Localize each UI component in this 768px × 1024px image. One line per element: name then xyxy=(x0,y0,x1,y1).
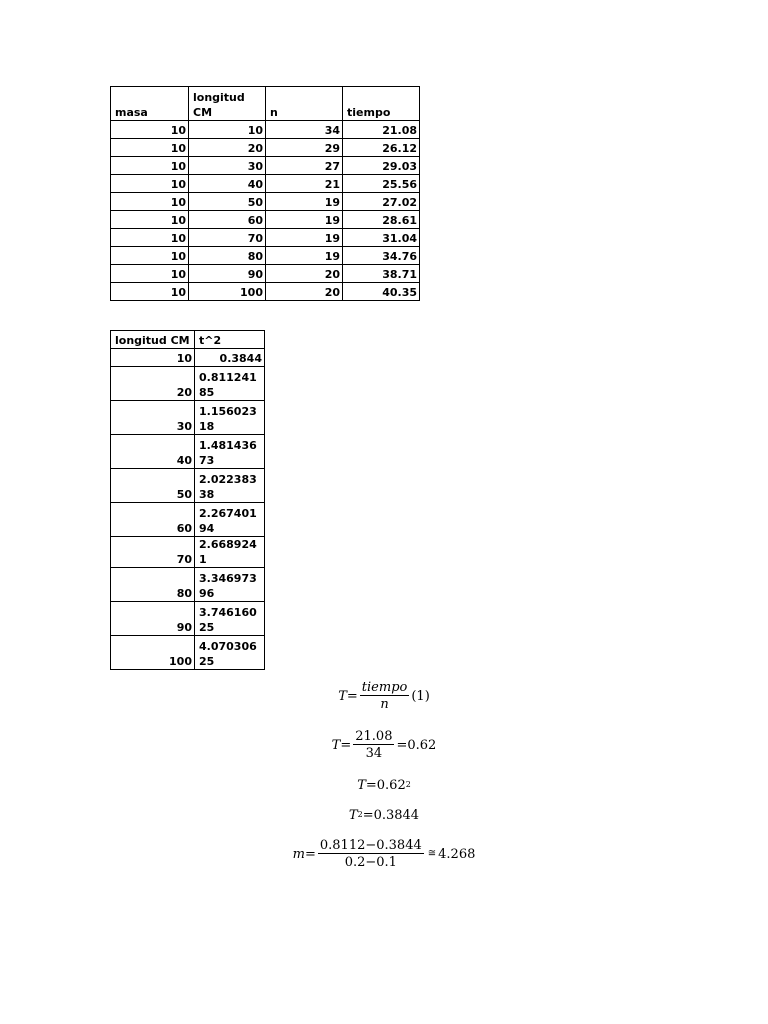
cell-longitud: 60 xyxy=(111,503,195,537)
cell-longitud: 20 xyxy=(111,367,195,401)
cell-longitud: 10 xyxy=(111,349,195,367)
table-row xyxy=(111,139,420,157)
cell-masa: 10 xyxy=(111,283,189,301)
cell-longitud: 90 xyxy=(111,602,195,636)
cell-tiempo: 40.35 xyxy=(343,283,420,301)
cell-longitud: 20 xyxy=(189,139,266,157)
cell-tiempo: 25.56 xyxy=(343,175,420,193)
header-longitud-cm: longitud CM xyxy=(111,331,195,349)
cell-n: 34 xyxy=(266,121,343,139)
cell-t2: 2.26740194 xyxy=(195,503,265,537)
cell-n: 19 xyxy=(266,211,343,229)
equation-slope xyxy=(0,832,768,876)
data-table-longitud-t2 xyxy=(110,330,265,670)
cell-n: 19 xyxy=(266,247,343,265)
eq5-approx-symbol: ≅ xyxy=(427,848,437,859)
cell-masa: 10 xyxy=(111,211,189,229)
table-row xyxy=(111,265,420,283)
eq2-tail: =0.62 xyxy=(396,737,437,753)
cell-masa: 10 xyxy=(111,247,189,265)
cell-t2: 4.07030625 xyxy=(195,636,265,670)
cell-t2: 0.81124185 xyxy=(195,367,265,401)
cell-longitud: 80 xyxy=(111,568,195,602)
cell-longitud: 30 xyxy=(189,157,266,175)
eq5-numerator: 0.8112−0.3844 xyxy=(319,838,422,853)
cell-longitud: 60 xyxy=(189,211,266,229)
cell-longitud: 40 xyxy=(189,175,266,193)
table-row xyxy=(111,367,265,401)
table-row xyxy=(111,175,420,193)
eq5-equals: = xyxy=(304,846,316,862)
table-row xyxy=(111,283,420,301)
table-row xyxy=(111,537,265,568)
eq3-base: 0.62 xyxy=(376,777,406,793)
cell-masa: 10 xyxy=(111,139,189,157)
table-row xyxy=(111,503,265,537)
header-longitud-line1: longitud xyxy=(193,91,245,104)
cell-t2: 2.6689241 xyxy=(195,537,265,568)
eq5-fraction xyxy=(318,839,424,869)
cell-tiempo: 31.04 xyxy=(343,229,420,247)
eq2-fraction xyxy=(353,730,394,760)
cell-n: 19 xyxy=(266,193,343,211)
cell-t2: 1.15602318 xyxy=(195,401,265,435)
cell-masa: 10 xyxy=(111,157,189,175)
cell-longitud: 100 xyxy=(111,636,195,670)
table-row xyxy=(111,247,420,265)
eq5-denominator: 0.2−0.1 xyxy=(344,855,397,870)
eq2-denominator: 34 xyxy=(365,746,383,761)
table-row xyxy=(111,193,420,211)
cell-t2: 3.34697396 xyxy=(195,568,265,602)
table-header-row xyxy=(111,87,420,121)
table-row xyxy=(111,157,420,175)
eq3-lhs: T xyxy=(357,777,366,793)
cell-n: 20 xyxy=(266,265,343,283)
cell-t2: 1.48143673 xyxy=(195,435,265,469)
equations-block xyxy=(0,676,768,876)
table-row xyxy=(111,229,420,247)
table-row xyxy=(111,636,265,670)
cell-longitud: 90 xyxy=(189,265,266,283)
table-row xyxy=(111,435,265,469)
table-row xyxy=(111,349,265,367)
cell-longitud: 50 xyxy=(111,469,195,503)
cell-tiempo: 21.08 xyxy=(343,121,420,139)
eq5-lhs: m xyxy=(292,846,305,862)
cell-tiempo: 27.02 xyxy=(343,193,420,211)
cell-longitud: 100 xyxy=(189,283,266,301)
equation-period-squared xyxy=(0,772,768,798)
equation-period-value xyxy=(0,722,768,768)
cell-masa: 10 xyxy=(111,175,189,193)
cell-n: 20 xyxy=(266,283,343,301)
cell-tiempo: 38.71 xyxy=(343,265,420,283)
cell-n: 21 xyxy=(266,175,343,193)
cell-t2: 3.74616025 xyxy=(195,602,265,636)
header-masa: masa xyxy=(111,87,189,121)
table-row xyxy=(111,469,265,503)
cell-n: 29 xyxy=(266,139,343,157)
table-row xyxy=(111,121,420,139)
cell-tiempo: 26.12 xyxy=(343,139,420,157)
cell-n: 19 xyxy=(266,229,343,247)
equation-t-squared xyxy=(0,802,768,828)
table-row xyxy=(111,602,265,636)
header-longitud xyxy=(189,87,266,121)
cell-longitud: 80 xyxy=(189,247,266,265)
table-row xyxy=(111,401,265,435)
cell-longitud: 70 xyxy=(111,537,195,568)
eq4-lhs: T xyxy=(348,807,358,823)
eq3-exponent: 2 xyxy=(405,780,411,789)
eq2-numerator: 21.08 xyxy=(355,729,393,744)
header-t2: t^2 xyxy=(195,331,265,349)
header-n: n xyxy=(266,87,343,121)
equation-period-definition xyxy=(0,676,768,716)
data-table-masa-longitud xyxy=(110,86,420,301)
eq4-rhs: =0.3844 xyxy=(362,807,420,823)
table-row xyxy=(111,211,420,229)
cell-t2: 0.3844 xyxy=(195,349,265,367)
cell-n: 27 xyxy=(266,157,343,175)
cell-masa: 10 xyxy=(111,193,189,211)
eq1-equals: = xyxy=(346,688,358,704)
eq1-denominator: n xyxy=(380,697,389,712)
cell-t2: 2.02238338 xyxy=(195,469,265,503)
table-header-row xyxy=(111,331,265,349)
cell-masa: 10 xyxy=(111,265,189,283)
cell-longitud: 10 xyxy=(189,121,266,139)
cell-tiempo: 29.03 xyxy=(343,157,420,175)
eq4-exponent: 2 xyxy=(357,810,363,819)
eq2-lhs: T xyxy=(331,737,341,753)
header-longitud-line2: CM xyxy=(193,106,213,119)
cell-longitud: 50 xyxy=(189,193,266,211)
cell-longitud: 40 xyxy=(111,435,195,469)
cell-masa: 10 xyxy=(111,229,189,247)
eq1-fraction xyxy=(360,681,410,711)
table-row xyxy=(111,568,265,602)
eq2-equals: = xyxy=(340,737,352,753)
eq5-tail: 4.268 xyxy=(438,846,476,862)
eq1-lhs: T xyxy=(338,688,347,704)
cell-longitud: 70 xyxy=(189,229,266,247)
eq1-numerator: tiempo xyxy=(361,680,408,695)
eq1-tail: (1) xyxy=(411,688,430,704)
cell-tiempo: 28.61 xyxy=(343,211,420,229)
cell-masa: 10 xyxy=(111,121,189,139)
cell-tiempo: 34.76 xyxy=(343,247,420,265)
header-tiempo: tiempo xyxy=(343,87,420,121)
cell-longitud: 30 xyxy=(111,401,195,435)
eq3-equals: = xyxy=(365,777,377,793)
